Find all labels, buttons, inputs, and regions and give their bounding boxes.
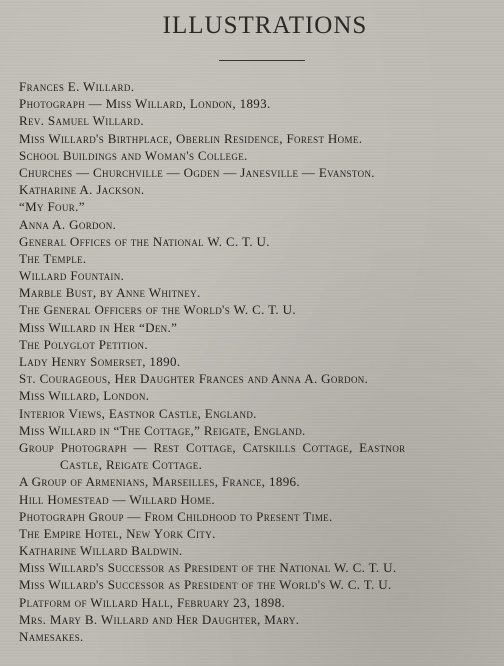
list-item: Marble Bust, by Anne Whitney.: [19, 285, 201, 301]
illustrations-list: [19, 78, 504, 645]
list-item: Miss Willard in Her “Den.”: [19, 319, 178, 335]
list-item: Miss Willard's Successor as President of the National W. C. T. U.: [19, 560, 397, 576]
list-item: Photograph — Miss Willard, London, 1893.: [19, 96, 271, 112]
list-item: Rev. Samuel Willard.: [19, 113, 144, 129]
list-item: Platform of Willard Hall, February 23, 1898.: [19, 594, 286, 610]
list-item: Miss Willard's Successor as President of the World's W. C. T. U.: [19, 577, 392, 593]
list-item: Churches — Churchville — Ogden — Janesville — Evanston.: [19, 164, 375, 180]
list-item: A Group of Armenians, Marseilles, France, 1896.: [19, 474, 300, 490]
list-item: Anna A. Gordon.: [19, 216, 117, 232]
list-item: The Empire Hotel, New York City.: [19, 525, 216, 541]
list-item: Lady Henry Somerset, 1890.: [19, 354, 181, 369]
list-item: The Temple.: [19, 250, 87, 266]
list-item: Mrs. Mary B. Willard and Her Daughter, Mary.: [19, 611, 300, 627]
title-rule-divider: [219, 60, 305, 61]
list-item: Miss Willard in “The Cottage,” Reigate, England.: [19, 422, 306, 438]
list-item: Hill Homestead — Willard Home.: [19, 491, 215, 507]
list-item: Miss Willard, London.: [19, 388, 150, 404]
list-item: General Offices of the National W. C. T. U.: [19, 233, 270, 249]
list-item: Willard Fountain.: [19, 268, 125, 284]
page-title: ILLUSTRATIONS: [162, 12, 368, 39]
list-item: Miss Willard's Birthplace, Oberlin Residence, Forest Home.: [19, 130, 363, 146]
list-item: Group Photograph — Rest Cottage, Catskills Cottage, Eastnor: [19, 439, 406, 455]
list-item: Photograph Group — From Childhood to Present Time.: [19, 508, 333, 524]
list-item: Katharine Willard Baldwin.: [19, 543, 183, 559]
list-item: Interior Views, Eastnor Castle, England.: [19, 405, 257, 421]
list-item: Namesakes.: [19, 629, 84, 644]
list-item: “My Four.”: [19, 199, 85, 215]
list-item: School Buildings and Woman's College.: [19, 147, 248, 163]
list-item: Frances E. Willard.: [19, 79, 135, 94]
list-item-continuation: Castle, Reigate Cottage.: [60, 457, 203, 473]
list-item: The General Officers of the World's W. C. T. U.: [19, 302, 296, 318]
list-item: St. Courageous, Her Daughter Frances and Anna A. Gordon.: [19, 371, 369, 387]
list-item: The Polyglot Petition.: [19, 336, 148, 352]
list-item: Katharine A. Jackson.: [19, 182, 145, 198]
